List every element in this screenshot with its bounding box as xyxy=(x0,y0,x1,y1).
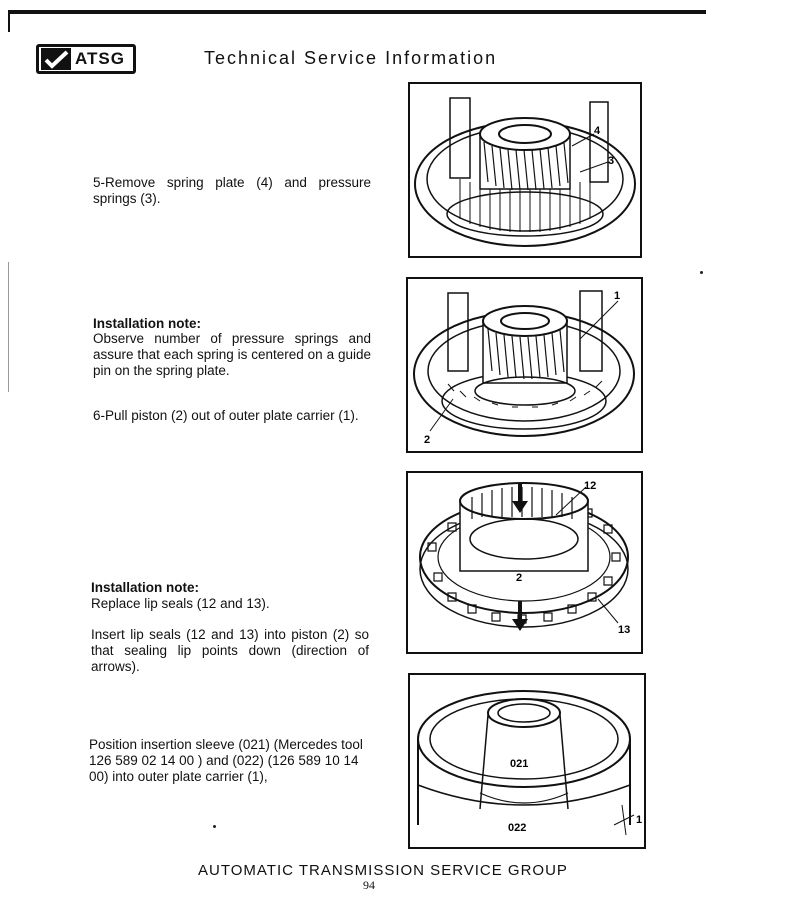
position-sleeve-text: Position insertion sleeve (021) (Mercedes tool 126 589 02 14 00 ) and (022) (126 589 10 14 00) into outer plate carrier (1), xyxy=(89,737,363,784)
step-5-text: 5-Remove spring plate (4) and pressure springs (3). xyxy=(93,175,371,206)
insertion-sleeve-illustration xyxy=(410,675,644,847)
callout-021: 021 xyxy=(510,758,529,770)
callout-carrier-1: 1 xyxy=(636,814,643,826)
installation-note-heading-2: Installation note: xyxy=(91,580,199,595)
callout-2: 2 xyxy=(424,434,431,446)
callout-4: 4 xyxy=(594,125,601,137)
figure-piston-removal xyxy=(406,277,643,453)
corner-mark xyxy=(8,10,10,32)
scan-speck xyxy=(213,825,216,828)
callout-13: 13 xyxy=(618,624,631,636)
scan-speck xyxy=(700,271,703,274)
callout-12: 12 xyxy=(584,480,597,492)
footer-org: AUTOMATIC TRANSMISSION SERVICE GROUP xyxy=(198,862,568,879)
scan-edge-line xyxy=(8,262,9,392)
top-rule xyxy=(8,10,706,14)
callout-1: 1 xyxy=(614,290,621,302)
piston-removal-illustration xyxy=(408,279,641,451)
installation-note-heading: Installation note: xyxy=(93,316,201,331)
figure-spring-plate xyxy=(408,82,642,258)
page-number: 94 xyxy=(363,878,375,892)
callout-piston-2: 2 xyxy=(516,572,523,584)
checkmark-icon xyxy=(41,48,71,70)
logo-text: ATSG xyxy=(75,49,125,68)
figure-lip-seals xyxy=(406,471,643,654)
page-title: Technical Service Information xyxy=(204,48,498,68)
replace-seals-text: Replace lip seals (12 and 13). xyxy=(91,596,270,611)
spring-plate-illustration xyxy=(410,84,640,256)
insert-seals-text: Insert lip seals (12 and 13) into piston (2) so that sealing lip points down (direction of arrows). xyxy=(91,627,369,674)
callout-022: 022 xyxy=(508,822,527,834)
callout-3: 3 xyxy=(608,155,615,167)
atsg-logo xyxy=(36,44,136,74)
step-6-text: 6-Pull piston (2) out of outer plate carrier (1). xyxy=(93,408,359,423)
figure-insertion-sleeve xyxy=(408,673,646,849)
installation-note-body: Observe number of pressure springs and assure that each spring is centered on a guide pin on the spring plate. xyxy=(93,331,371,378)
lip-seals-illustration xyxy=(408,473,641,652)
